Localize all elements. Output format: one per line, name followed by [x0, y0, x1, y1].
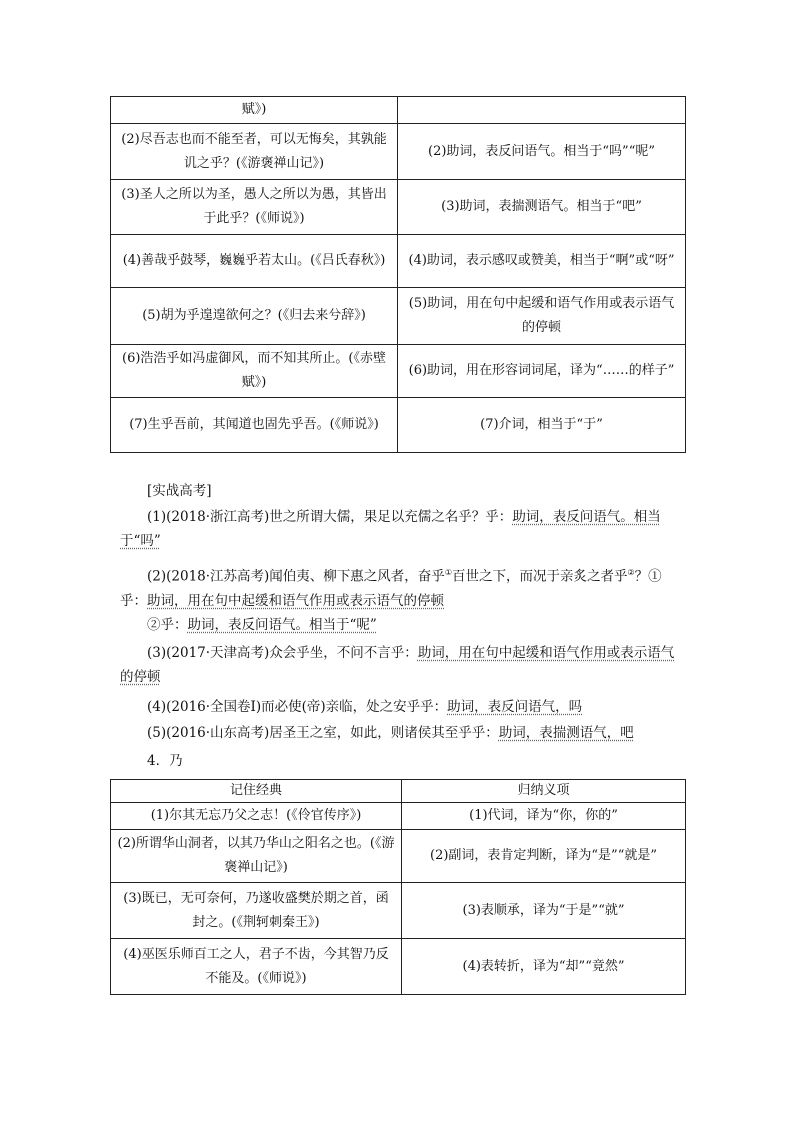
practice-item-2	[120, 561, 678, 613]
meaning-cell: (2)副词，表肯定判断，译为“是”“就是”	[402, 830, 686, 883]
question-text: ②乎：	[147, 617, 188, 633]
example-cell: (5)胡为乎遑遑欲何之？(《归去来兮辞》)	[111, 288, 398, 345]
answer-text: 助词，用在句中起缓和语气作用或表示语气的停顿	[147, 592, 444, 609]
meaning-cell: (7)介词，相当于“于”	[398, 398, 686, 453]
example-cell: (3)既已，无可奈何，乃遂收盛樊於期之首，函封之。(《荆轲刺秦王》)	[111, 883, 402, 939]
answer-text: 助词，表反问语气，吗	[447, 699, 583, 715]
table-row	[111, 97, 686, 124]
table-row	[111, 398, 686, 453]
column-header: 记住经典	[111, 780, 402, 803]
question-text: (5)(2016·山东高考)居圣王之室，如此，则诸侯其至乎乎：	[147, 725, 499, 741]
meaning-table-nai	[110, 779, 686, 995]
example-cell: (2)尽吾志也而不能至者，可以无悔矣，其孰能讥之乎？(《游褒禅山记》)	[111, 124, 398, 180]
question-text: (3)(2017·天津高考)众会乎坐，不问不言乎：	[147, 645, 418, 661]
answer-text: 助词，表反问语气。相当于“呢”	[187, 617, 377, 633]
question-text: ？①乎：	[120, 568, 662, 609]
practice-item-1	[120, 505, 678, 553]
practice-item-2b	[147, 613, 705, 637]
example-cell: 赋》)	[111, 97, 398, 124]
example-cell: (7)生乎吾前，其闻道也固先乎吾。(《师说》)	[111, 398, 398, 453]
column-header: 归纳义项	[402, 780, 686, 803]
meaning-cell: (5)助词，用在句中起缓和语气作用或表示语气的停顿	[398, 288, 686, 345]
meaning-table-hu	[110, 96, 686, 453]
example-cell: (2)所谓华山洞者，以其乃华山之阳名之也。(《游褒禅山记》)	[111, 830, 402, 883]
meaning-cell: (1)代词，译为“你，你的”	[402, 803, 686, 830]
example-cell: (3)圣人之所以为圣，愚人之所以为愚，其皆出于此乎？(《师说》)	[111, 180, 398, 235]
meaning-cell: (6)助词，用在形容词词尾，译为“……的样子”	[398, 345, 686, 398]
meaning-cell: (2)助词，表反问语气。相当于“吗”“呢”	[398, 124, 686, 180]
table-row	[111, 830, 686, 883]
footnote-mark: ②	[627, 568, 635, 577]
practice-heading: [实战高考]	[147, 483, 212, 499]
question-text: 百世之下，而况于亲炙之者乎	[451, 568, 628, 585]
practice-item-5	[147, 721, 705, 745]
question-text: (2)(2018·江苏高考)闻伯夷、柳下惠之风者，奋乎	[147, 568, 445, 585]
table-row	[111, 235, 686, 288]
table-row	[111, 345, 686, 398]
footnote-mark: ①	[444, 568, 452, 577]
section-title: 4．乃	[147, 753, 183, 769]
question-text: (4)(2016·全国卷Ⅰ)而必使(帝)亲临，处之安乎乎：	[147, 699, 448, 715]
meaning-cell: (4)助词，表示感叹或赞美，相当于“啊”或“呀”	[398, 235, 686, 288]
table-row	[111, 180, 686, 235]
example-cell: (6)浩浩乎如冯虚御风，而不知其所止。(《赤壁赋》)	[111, 345, 398, 398]
meaning-cell: (3)助词，表揣测语气。相当于“吧”	[398, 180, 686, 235]
example-cell: (4)善哉乎鼓琴，巍巍乎若太山。(《吕氏春秋》)	[111, 235, 398, 288]
example-cell: (4)巫医乐师百工之人，君子不齿，今其智乃反不能及。(《师说》)	[111, 939, 402, 995]
question-text: (1)(2018·浙江高考)世之所谓大儒，果足以充儒之名乎？乎：	[147, 509, 513, 525]
meaning-cell: (4)表转折，译为“却”“竟然”	[402, 939, 686, 995]
table-row	[111, 288, 686, 345]
practice-item-4	[147, 695, 705, 719]
table-row	[111, 939, 686, 995]
example-cell: (1)尔其无忘乃父之志！(《伶官传序》)	[111, 803, 402, 830]
table-header-row	[111, 780, 686, 803]
table-row	[111, 883, 686, 939]
table-row	[111, 803, 686, 830]
meaning-cell: (3)表顺承，译为“于是”“就”	[402, 883, 686, 939]
answer-text: 助词，用在句中起缓和语气作用或表示语气的停顿	[120, 645, 675, 685]
answer-text: 助词，表反问语气。相当于“吗”	[120, 509, 661, 549]
table-row	[111, 124, 686, 180]
answer-text: 助词，表揣测语气，吧	[498, 725, 634, 741]
practice-item-3	[120, 641, 678, 689]
meaning-cell	[398, 97, 686, 124]
